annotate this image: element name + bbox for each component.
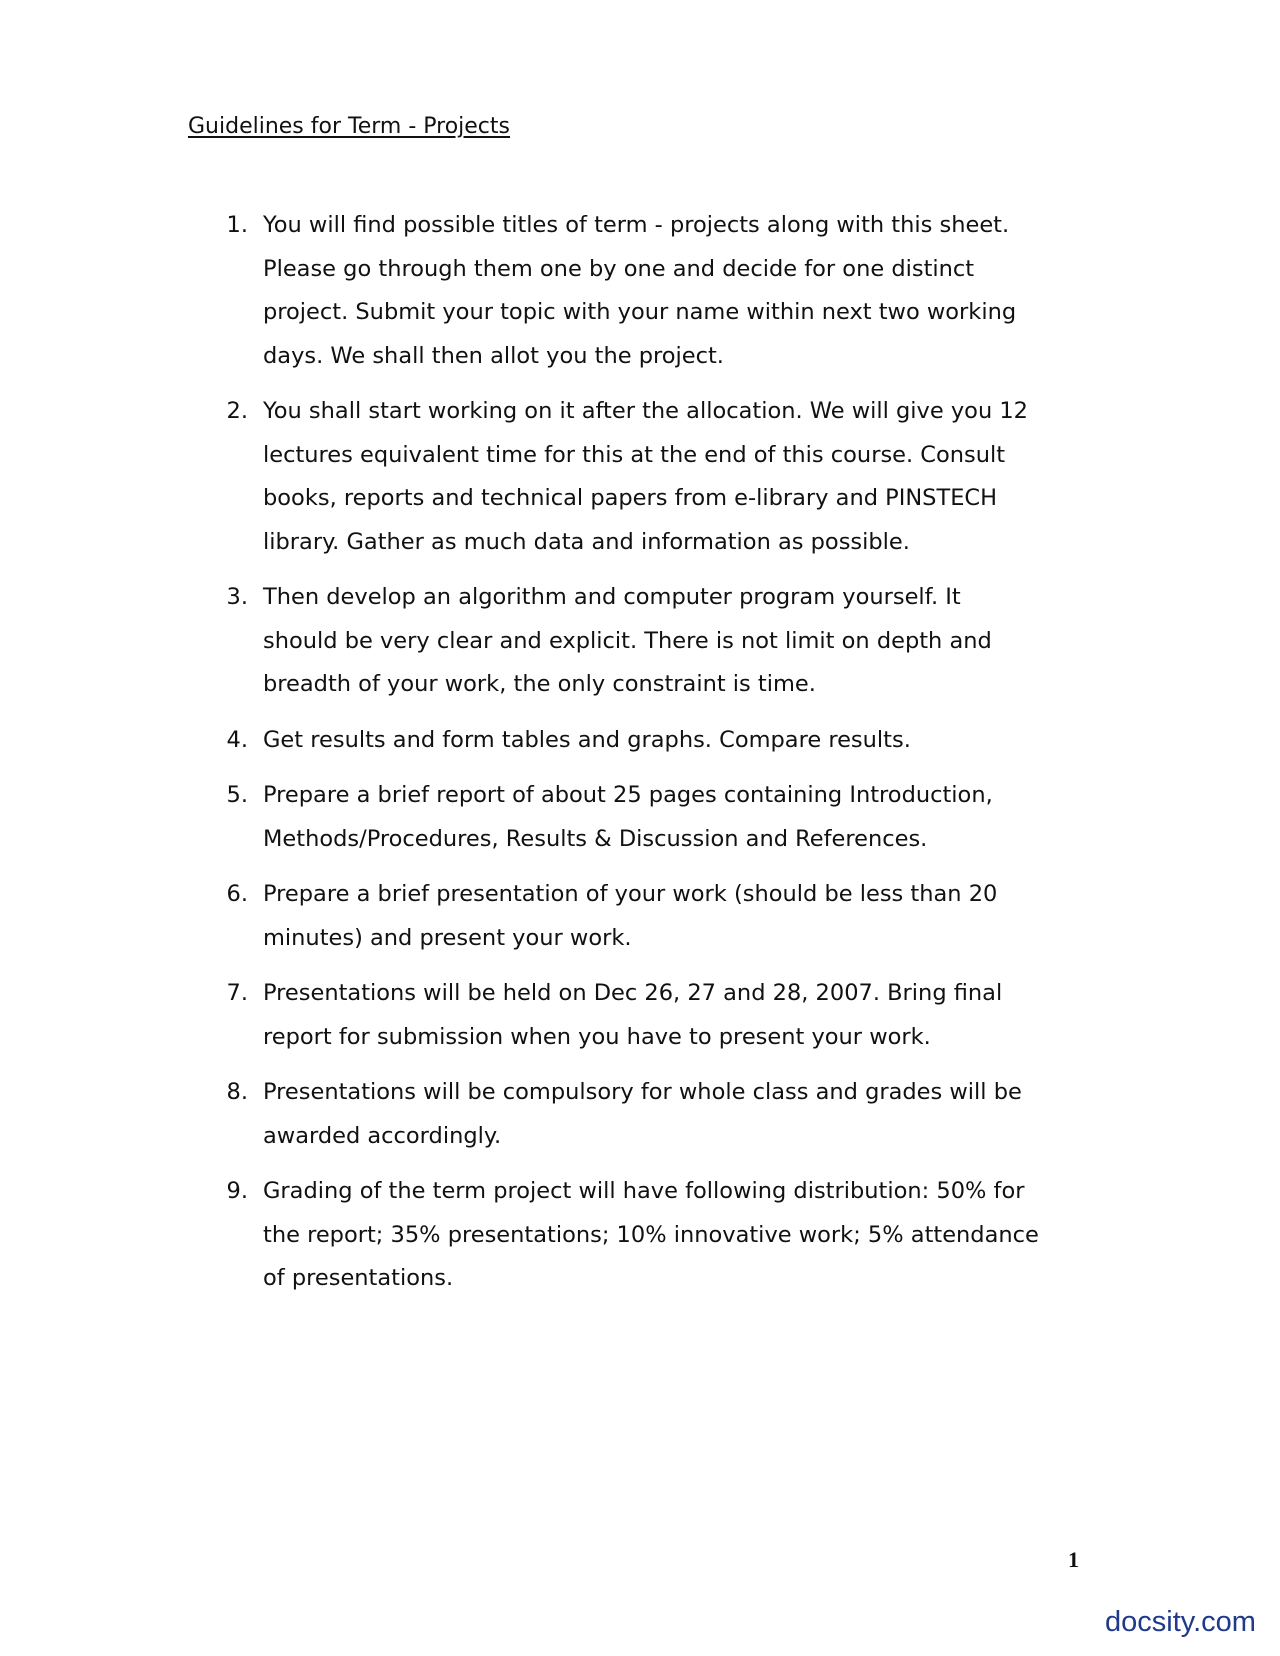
guideline-item [0,1071,1280,1158]
guideline-item [0,774,1280,861]
page-number: 1 [1068,1547,1079,1572]
guideline-text-line: the report; 35% presentations; 10% innovative work; 5% attendance [263,1221,1039,1248]
guideline-text-line: breadth of your work, the only constraint is time. [263,671,816,697]
guideline-text-line: project. Submit your topic with your name within next two working [263,299,1017,325]
guideline-item [0,576,1280,707]
guideline-text-line: Grading of the term project will have following distribution: 50% for [263,1178,1025,1204]
guideline-text-line: Then develop an algorithm and computer program yourself. It [263,584,961,610]
guideline-text [263,774,1263,861]
guideline-text-line: awarded accordingly. [263,1122,502,1149]
guideline-text [263,204,1263,378]
docsity-watermark[interactable]: docsity.com [1105,1606,1256,1638]
guideline-number: 4. [226,726,248,753]
guideline-text-line: You shall start working on it after the allocation. We will give you 12 [263,398,1028,424]
guidelines-list [0,204,1280,1313]
guideline-text-line: Presentations will be held on Dec 26, 27 and 28, 2007. Bring final [263,980,1003,1006]
guideline-text [263,1170,1263,1301]
guideline-text-line: Prepare a brief report of about 25 pages containing Introduction, [263,782,993,808]
guideline-text-line: Get results and form tables and graphs. Compare results. [263,726,911,753]
guideline-text [263,576,1263,707]
guideline-text-line: should be very clear and explicit. There is not limit on depth and [263,627,992,654]
guideline-item [0,1170,1280,1301]
guideline-item [0,972,1280,1059]
guideline-item [0,390,1280,564]
guideline-text [263,873,1263,960]
guideline-item [0,873,1280,960]
guideline-number: 2. [226,398,248,424]
guideline-text-line: Prepare a brief presentation of your work (should be less than 20 [263,881,998,907]
guideline-text-line: Please go through them one by one and decide for one distinct [263,255,975,282]
guideline-text [263,972,1263,1059]
guideline-number: 5. [226,782,248,808]
guideline-number: 9. [226,1178,248,1204]
guideline-number: 8. [226,1079,248,1105]
guideline-text [263,1071,1263,1158]
guideline-number: 1. [226,212,248,238]
guideline-text-line: days. We shall then allot you the project. [263,342,724,369]
guideline-item [0,204,1280,378]
guideline-number: 6. [226,881,248,907]
guideline-text-line: minutes) and present your work. [263,924,632,951]
guideline-item [0,719,1280,763]
guideline-text [263,390,1263,564]
guideline-text-line: library. Gather as much data and information as possible. [263,528,910,555]
guideline-text-line: of presentations. [263,1265,454,1291]
guideline-text-line: Presentations will be compulsory for whole class and grades will be [263,1079,1022,1105]
guideline-text-line: books, reports and technical papers from e-library and PINSTECH [263,485,998,511]
document-title: Guidelines for Term - Projects [188,114,510,139]
guideline-text-line: You will find possible titles of term - projects along with this sheet. [263,212,1010,238]
guideline-number: 7. [226,980,248,1006]
guideline-text-line: Methods/Procedures, Results & Discussion and References. [263,825,928,852]
guideline-text-line: lectures equivalent time for this at the end of this course. Consult [263,441,1006,468]
guideline-number: 3. [226,584,248,610]
guideline-text-line: report for submission when you have to present your work. [263,1023,931,1050]
guideline-text [263,719,1263,763]
